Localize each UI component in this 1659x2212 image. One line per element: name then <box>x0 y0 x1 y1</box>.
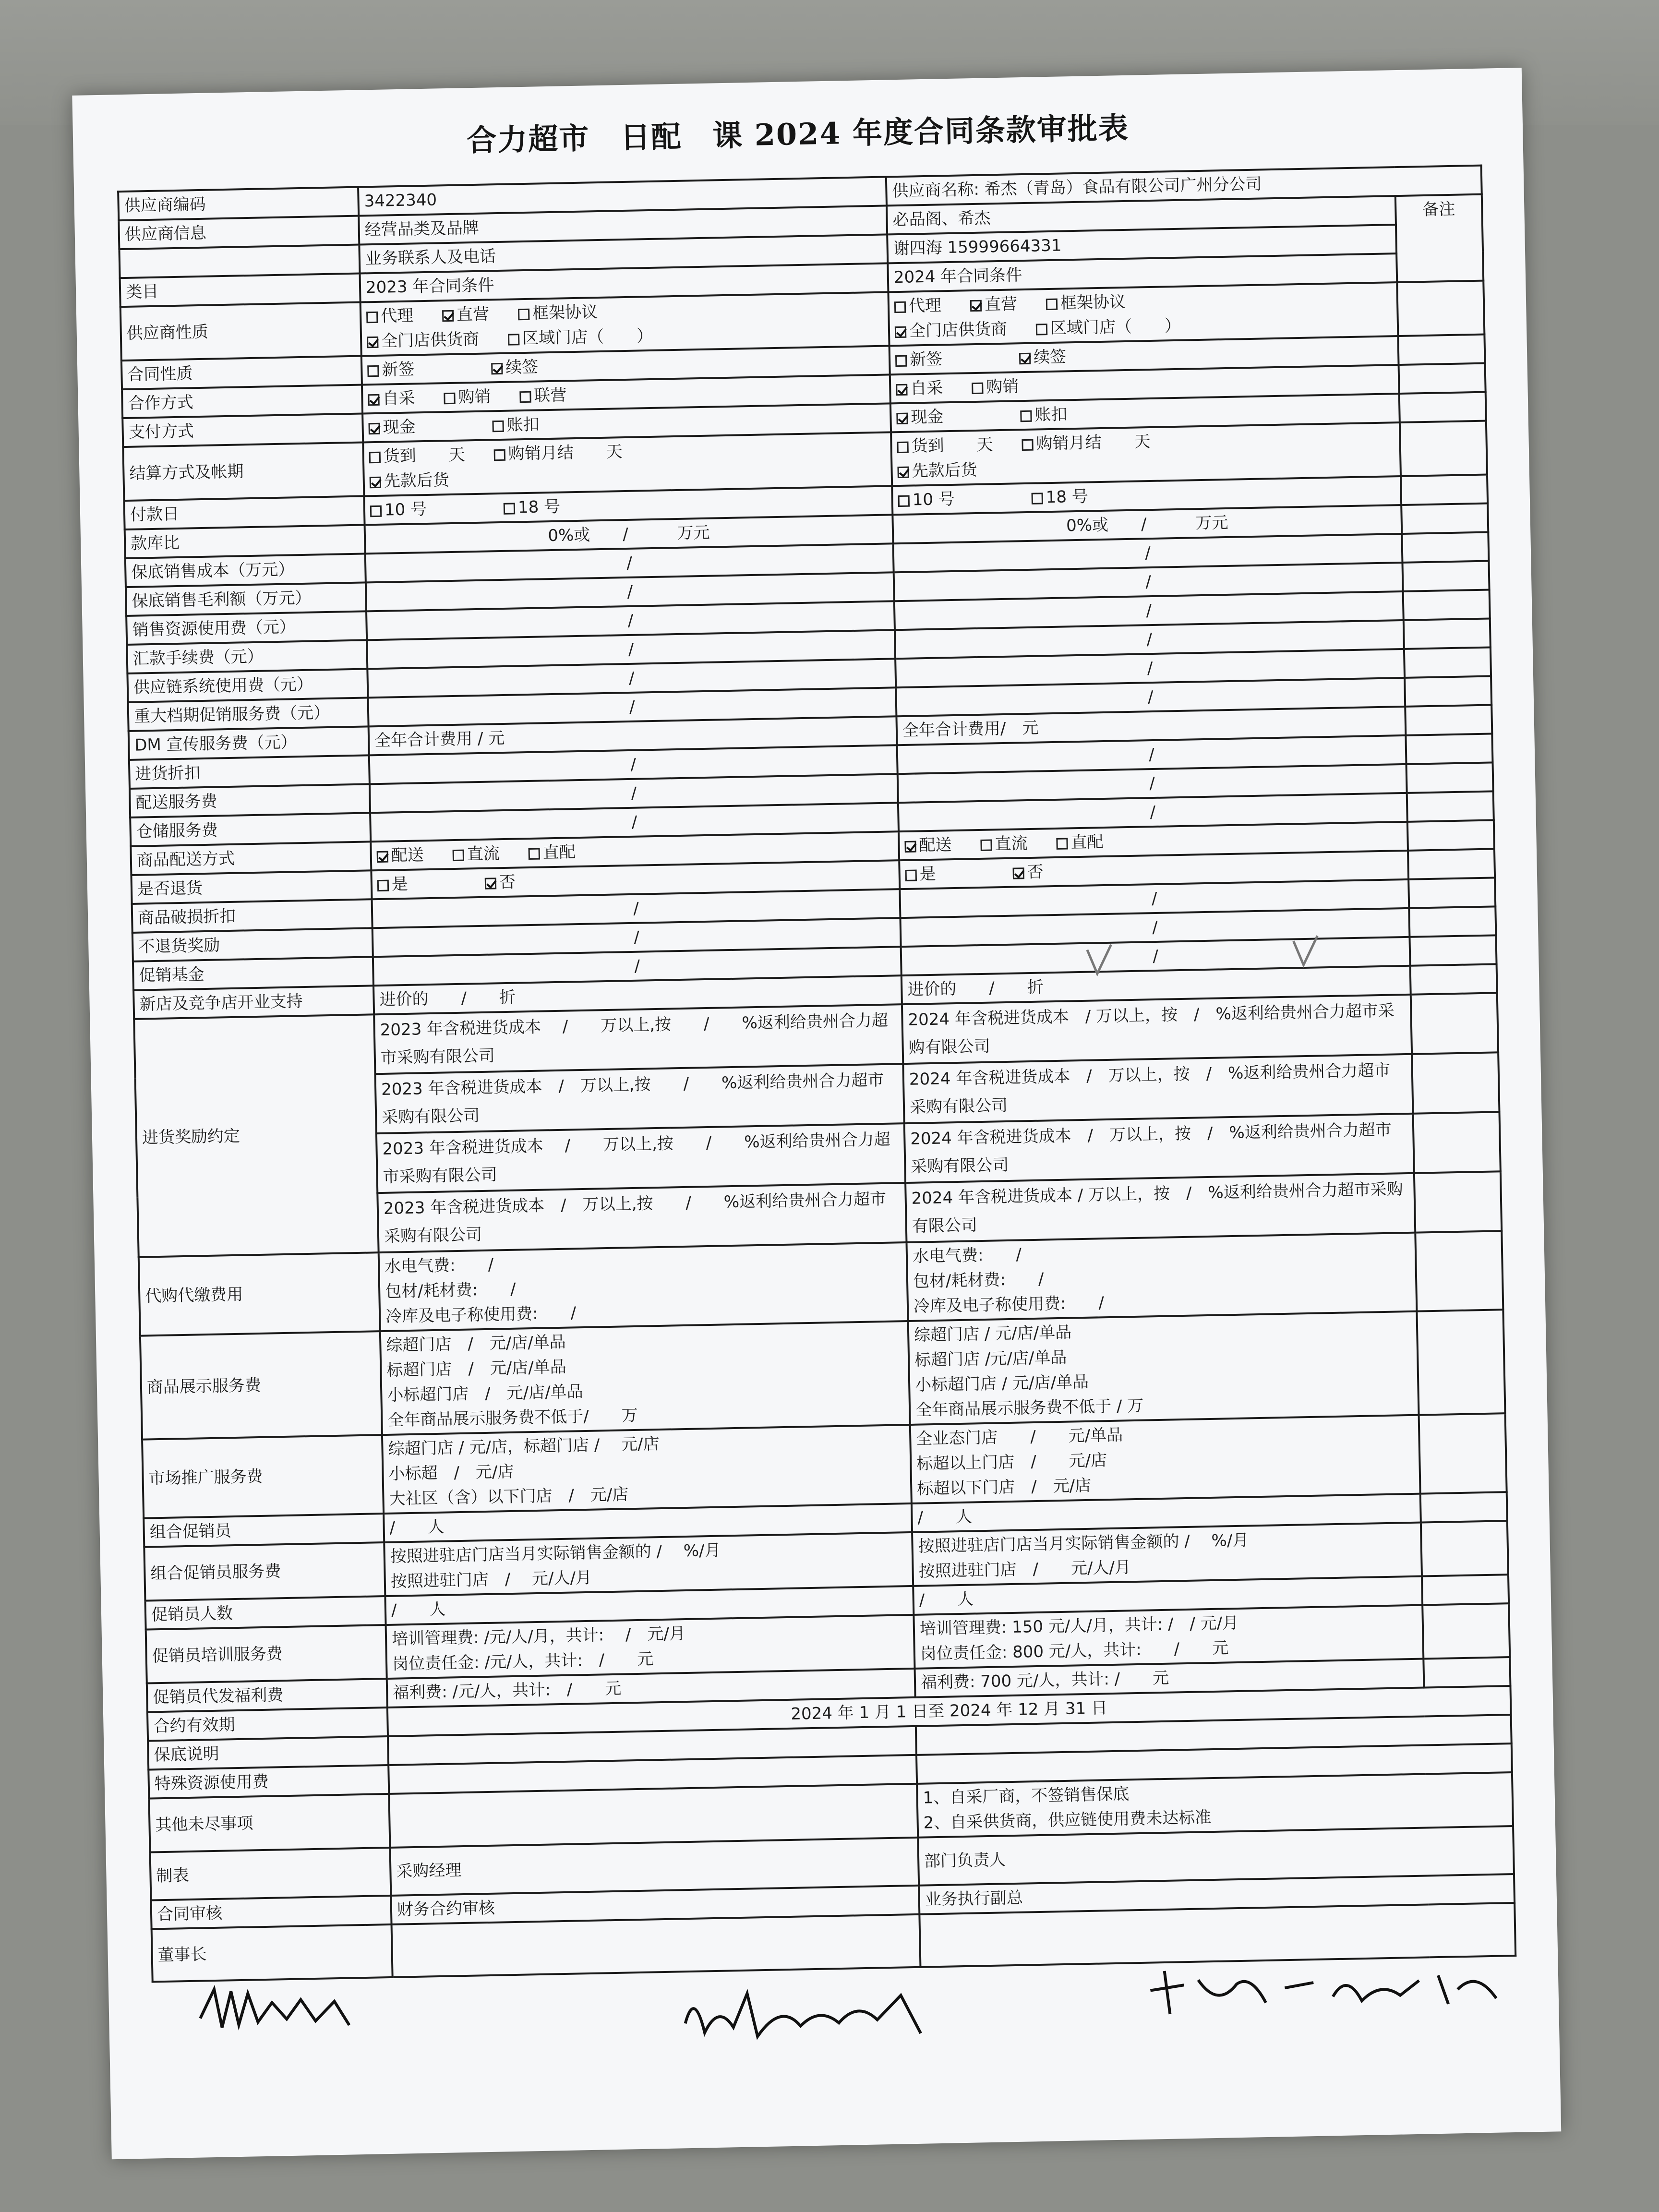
row-label: 保底销售成本（万元） <box>125 553 366 587</box>
row-label: 代购代缴费用 <box>139 1252 380 1336</box>
table-row: 市场推广服务费 综超门店 / 元/店，标超门店 / 元/店 小标超 / 元/店 大社区（含）以下门店 / 元/店 全业态门店 / 元/单品 标超以上门店 / 元/店 标超以下门店 / 元/店 <box>142 1413 1507 1518</box>
checkbox[interactable] <box>494 449 505 461</box>
table-row: 促销员人数 / 人 / 人 <box>145 1575 1509 1630</box>
checkbox[interactable] <box>453 850 464 861</box>
remark-label: 备注 <box>1422 199 1455 220</box>
table-row: 进货折扣 / / <box>129 733 1493 789</box>
row-label: 供应链系统使用费（元） <box>127 669 368 702</box>
table-row: 保底销售毛利额（万元） / / <box>126 561 1490 616</box>
supplier-name: 希杰（青岛）食品有限公司广州分公司 <box>984 174 1262 199</box>
checkbox[interactable] <box>529 848 540 860</box>
table-row: 商品破损折扣 / / <box>132 878 1496 933</box>
row-label: 促销基金 <box>133 957 373 990</box>
checkbox[interactable] <box>504 503 515 514</box>
checkbox-checked[interactable] <box>491 363 503 374</box>
row-label: 组合促销员 <box>144 1514 384 1547</box>
table-row: 2023 年含税进货成本 / 万以上,按 / %返利给贵州合力超市采购有限公司 2024 年含税进货成本 / 万以上，按 / %返利给贵州合力超市采购有限公司 <box>136 1112 1501 1197</box>
dept-head-label: 部门负责人 <box>918 1826 1514 1886</box>
checkbox-checked[interactable] <box>377 851 388 863</box>
checkbox[interactable] <box>905 870 917 881</box>
table-row: DM 宣传服务费（元） 全年合计费用 / 元 全年合计费用/ 元 <box>129 705 1492 760</box>
checkbox[interactable] <box>492 421 504 432</box>
row-label: 支付方式 <box>122 413 363 447</box>
table-row: 供应商性质 代理 直营 框架协议 全门店供货商 区域门店（ ） 代理 直营 框架协议 全门店供货商 区域门店（ ） <box>120 281 1485 361</box>
checkbox-checked[interactable] <box>897 467 909 478</box>
table-row: 进货奖励约定 2023 年含税进货成本 / 万以上,按 / %返利给贵州合力超市采购有限公司 2024 年含税进货成本 / 万以上，按 / %返利给贵州合力超市采购有限公司 <box>134 993 1498 1078</box>
row-label: 商品配送方式 <box>131 842 371 875</box>
table-row: 代购代缴费用 水电气费: / 包材/耗材费: / 冷库及电子称使用费: / 水电气费: / 包材/耗材费: / 冷库及电子称使用费: / <box>139 1231 1503 1335</box>
row-label: 付款日 <box>124 496 365 529</box>
row-label: 汇款手续费（元） <box>127 640 367 673</box>
checkbox[interactable] <box>980 839 992 851</box>
checkbox[interactable] <box>518 309 529 320</box>
table-row: 组合促销员 / 人 / 人 <box>144 1492 1507 1547</box>
checkbox[interactable] <box>897 442 908 453</box>
table-row: 配送服务费 / / <box>130 762 1493 817</box>
checkbox-checked[interactable] <box>367 337 378 348</box>
row-label: 合作方式 <box>122 385 362 419</box>
table-row: 结算方式及帐期 货到 天 购销月结 天 先款后货 货到 天 购销月结 天 先款后货 <box>123 421 1487 501</box>
table-row: 款库比 0%或 / 万元 0%或 / 万元 <box>125 504 1489 559</box>
row-label: 商品展示服务费 <box>140 1331 382 1440</box>
handwritten-signature-dept-head <box>1140 1950 1506 2024</box>
contract-terms-table <box>117 165 1516 1983</box>
form-title: 合力超市 日配 课 2024 年度合同条款审批表 <box>466 110 1130 158</box>
row-label: 促销员培训服务费 <box>146 1625 387 1683</box>
checkbox-checked[interactable] <box>895 326 906 338</box>
handwritten-signature-purchase-manager <box>675 1971 945 2057</box>
table-row: 商品配送方式 配送 直流 直配 配送 直流 直配 <box>131 820 1494 875</box>
checkbox[interactable] <box>895 355 907 367</box>
row-label: 销售资源使用费（元） <box>126 611 367 645</box>
checkbox[interactable] <box>370 505 382 517</box>
checkbox-checked[interactable] <box>904 841 916 853</box>
row-label: 制表 <box>150 1848 391 1900</box>
checkbox[interactable] <box>1032 493 1043 504</box>
row-label: 款库比 <box>125 525 365 558</box>
table-row: 商品展示服务费 综超门店 / 元/店/单品 标超门店 / 元/店/单品 小标超门店 / 元/店/单品 全年商品展示服务费不低于/ 万 综超门店 / 元/店/单品 标超门店 /元/店/单品 小标超门店 / 元/店/单品 全年商品展示服务费不低于 / 万 <box>140 1310 1505 1439</box>
row-label: 结算方式及帐期 <box>123 442 364 501</box>
category-brand-label: 经营品类及品牌 <box>359 205 887 244</box>
row-label: 促销员人数 <box>145 1596 386 1630</box>
row-label: 进货奖励约定 <box>134 1014 378 1257</box>
table-row: 合同性质 新签 续签 新签 续签 <box>121 335 1485 390</box>
row-label: 供应商编码 <box>118 187 359 221</box>
checkbox[interactable] <box>367 365 379 377</box>
row-label: 促销员代发福利费 <box>147 1679 387 1712</box>
table-row: 汇款手续费（元） / / <box>127 618 1491 673</box>
table-row: 销售资源使用费（元） / / <box>126 590 1490 645</box>
row-label: 供应商信息 <box>119 216 359 250</box>
col-2024: 2024 年合同条件 <box>888 253 1397 292</box>
row-label: 董事长 <box>152 1924 393 1982</box>
handwritten-signature-maker <box>194 1972 359 2052</box>
finance-review-label: 财务合约审核 <box>391 1886 919 1924</box>
table-row: 付款日 10 号 18 号 10 号 18 号 <box>124 475 1488 530</box>
checkbox[interactable] <box>894 301 906 313</box>
table-row: 促销员培训服务费 培训管理费: /元/人/月，共计: / 元/月 岗位责任金: /元/人，共计: / 元 培训管理费: 150 元/人/月，共计: / / 元/月 岗位责任金: 800 元/人，共计: / 元 <box>146 1603 1510 1683</box>
row-label: DM 宣传服务费（元） <box>129 726 369 760</box>
checkbox-checked[interactable] <box>1019 353 1031 364</box>
checkbox[interactable] <box>1056 838 1068 849</box>
checkbox-checked[interactable] <box>485 878 496 889</box>
contact-label: 业务联系人及电话 <box>359 234 888 273</box>
supplier-name-label: 供应商名称: <box>892 180 980 201</box>
table-row: 合作方式 自采 购销 联营 自采 购销 <box>122 363 1486 419</box>
checkbox-checked[interactable] <box>896 384 907 396</box>
row-label: 特殊资源使用费 <box>148 1765 389 1799</box>
checkbox-checked[interactable] <box>368 394 379 406</box>
row-label: 进货折扣 <box>129 755 370 789</box>
checkbox[interactable] <box>1036 324 1047 335</box>
purchase-manager-label: 采购经理 <box>390 1838 919 1896</box>
row-label: 合同审核 <box>151 1896 391 1929</box>
approval-form-sheet <box>72 68 1561 2159</box>
table-row: 不退货奖励 / / <box>132 906 1496 962</box>
checkbox[interactable] <box>972 383 983 394</box>
checkbox[interactable] <box>508 334 519 345</box>
row-label: 类目 <box>120 274 361 307</box>
row-label: 合约有效期 <box>147 1707 388 1741</box>
checkbox[interactable] <box>519 391 531 403</box>
checkbox[interactable] <box>444 393 455 404</box>
other-note-1: 1、自采厂商，不签销售保底 <box>923 1784 1130 1808</box>
checkbox[interactable] <box>377 880 389 891</box>
table-row: 2023 年含税进货成本 / 万以上,按 / %返利给贵州合力超市采购有限公司 2024 年含税进货成本 / 万以上，按 / %返利给贵州合力超市采购有限公司 <box>137 1171 1502 1257</box>
pencil-check-marks <box>1077 926 1366 988</box>
table-row: 是否退货 是 否 是 否 <box>131 849 1495 904</box>
row-label: 重大档期促销服务费（元） <box>128 697 369 731</box>
validity-period: 2024 年 1 月 1 日至 2024 年 12 月 31 日 <box>387 1686 1511 1736</box>
checkbox[interactable] <box>366 312 378 323</box>
table-row: 组合促销员服务费 按照进驻店门店当月实际销售金额的 / %/月 按照进驻门店 / 元/人/月 按照进驻店门店当月实际销售金额的 / %/月 按照进驻门店 / 元/人/月 <box>144 1521 1508 1601</box>
checkbox-checked[interactable] <box>896 413 908 424</box>
checkbox-checked[interactable] <box>370 477 381 488</box>
remark-cell <box>1395 194 1483 282</box>
row-label: 合同性质 <box>121 356 362 390</box>
row-label: 市场推广服务费 <box>142 1435 384 1518</box>
row-label: 其他未尽事项 <box>149 1794 390 1852</box>
checkbox-checked[interactable] <box>368 423 380 434</box>
contact: 谢四海 15999664331 <box>887 225 1396 263</box>
vp-label: 业务执行副总 <box>919 1874 1515 1914</box>
row-label: 保底说明 <box>148 1736 388 1770</box>
row-label: 新店及竞争店开业支持 <box>133 986 374 1019</box>
checkbox-checked[interactable] <box>1013 867 1024 879</box>
checkbox[interactable] <box>1020 410 1032 422</box>
table-row: 新店及竞争店开业支持 进价的 / 折 进价的 / 折 <box>133 964 1497 1019</box>
checkbox[interactable] <box>898 495 910 507</box>
checkbox[interactable] <box>1046 299 1058 310</box>
row-label: 是否退货 <box>131 870 372 904</box>
category-brand: 必品阁、希杰 <box>887 196 1396 234</box>
table-row: 支付方式 现金 账扣 现金 账扣 <box>122 392 1486 447</box>
table-row: 2023 年含税进货成本 / 万以上,按 / %返利给贵州合力超市采购有限公司 2024 年含税进货成本 / 万以上，按 / %返利给贵州合力超市采购有限公司 <box>135 1052 1500 1138</box>
row-label: 不退货奖励 <box>132 928 373 962</box>
row-label: 保底销售毛利额（万元） <box>126 582 366 616</box>
row-label: 组合促销员服务费 <box>144 1542 385 1601</box>
row-label: 供应商性质 <box>120 302 361 361</box>
other-note-2: 2、自采供货商，供应链使用费未达标准 <box>923 1808 1212 1833</box>
checkbox-checked[interactable] <box>442 310 454 322</box>
table-row: 促销基金 / / <box>133 935 1497 990</box>
table-row: 保底销售成本（万元） / / <box>125 532 1489 588</box>
checkbox[interactable] <box>369 452 381 463</box>
supplier-code: 3422340 <box>358 177 887 216</box>
table-row: 重大档期促销服务费（元） / / <box>128 676 1492 731</box>
row-label: 配送服务费 <box>130 784 370 817</box>
checkbox-checked[interactable] <box>970 300 982 312</box>
table-row: 仓储服务费 / / <box>130 791 1494 846</box>
table-row: 供应链系统使用费（元） / / <box>127 647 1491 702</box>
col-2023: 2023 年合同条件 <box>360 263 889 302</box>
table-row: 促销员代发福利费 福利费: /元/人，共计: / 元 福利费: 700 元/人，共计: / 元 <box>147 1657 1511 1712</box>
row-label: 仓储服务费 <box>130 813 371 846</box>
checkbox[interactable] <box>1022 439 1033 451</box>
row-label: 商品破损折扣 <box>132 899 373 933</box>
